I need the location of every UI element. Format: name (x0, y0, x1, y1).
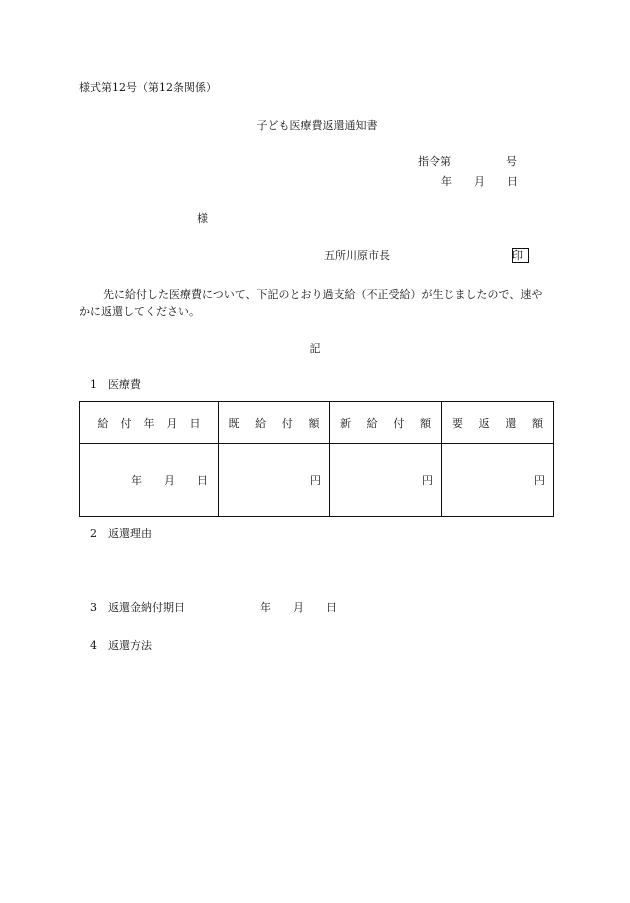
ki-heading: 記 (309, 342, 321, 355)
header-refund-amount-label: 要返還額 (452, 416, 543, 430)
medical-expense-table (79, 401, 554, 517)
section-3-heading: 3 返還金納付期日 (90, 601, 185, 614)
header-payment-date-label: 給付年月日 (97, 416, 201, 430)
table-header-row (80, 402, 554, 444)
header-previous-amount (219, 402, 330, 444)
header-new-amount-label: 新給付額 (340, 416, 431, 430)
section-4-heading: 4 返還方法 (90, 639, 152, 652)
section-2-heading: 2 返還理由 (90, 527, 152, 540)
table-row (80, 444, 554, 517)
reference-number: 指令第 号 (418, 155, 517, 168)
issuer-name: 五所川原市長 (324, 249, 390, 262)
notice-body: 先に給付した医療費について、下記のとおり過支給（不正受給）が生じましたので、速やかに返還してください。 (79, 288, 543, 318)
cell-refund-amount: 円 (442, 444, 554, 517)
header-previous-amount-label: 既給付額 (228, 416, 320, 430)
cell-payment-date: 年 月 日 (80, 444, 219, 517)
header-payment-date (80, 402, 219, 444)
section-3-date: 年 月 日 (260, 601, 337, 614)
reference-date: 年 月 日 (441, 175, 518, 188)
document-title: 子ども医療費返還通知書 (256, 119, 378, 132)
cell-previous-amount: 円 (219, 444, 330, 517)
header-new-amount (330, 402, 442, 444)
section-1-heading: 1 医療費 (90, 378, 141, 391)
seal-mark: 印 (512, 248, 529, 263)
addressee-honorific: 様 (197, 212, 208, 225)
form-number: 様式第12号（第12条関係） (79, 81, 217, 94)
cell-new-amount: 円 (330, 444, 442, 517)
header-refund-amount (442, 402, 554, 444)
